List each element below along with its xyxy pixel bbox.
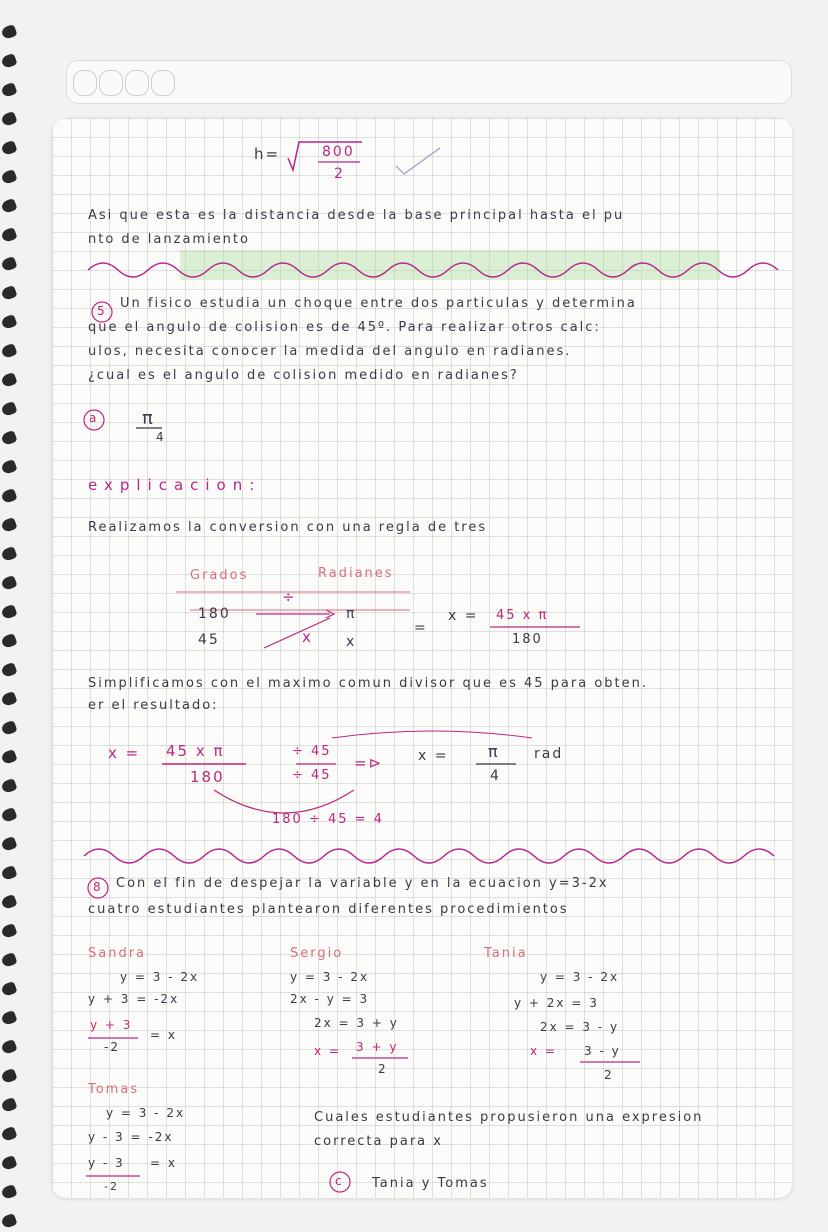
cell: 45 [198, 632, 220, 648]
step: 2 [378, 1062, 388, 1076]
step: y = 3 - 2x [106, 1106, 186, 1120]
cell: π [346, 606, 357, 622]
text-line: Realizamos la conversion con una regla de tres [88, 520, 488, 535]
step: y - 3 = -2x [88, 1130, 174, 1144]
section-title: explicacion: [88, 476, 262, 494]
text-line: nto de lanzamiento [88, 232, 250, 247]
question-text: Un fisico estudia un choque entre dos particulas y determina [120, 296, 637, 311]
answer-letter: c [335, 1174, 342, 1188]
text-line: er el resultado: [88, 698, 219, 713]
x-equals: x = [448, 608, 479, 624]
answer-numerator: π [142, 408, 155, 429]
implies-arrow: =⊳ [354, 754, 384, 772]
step: y - 3 [88, 1156, 125, 1170]
sqrt-denominator: 2 [334, 166, 345, 182]
fraction-denominator: 180 [190, 768, 225, 786]
column-header: Radianes [318, 566, 394, 581]
fraction-numerator: 45 x π [166, 742, 225, 760]
step: 3 + y [356, 1040, 399, 1054]
step: y = 3 - 2x [290, 970, 370, 984]
divisor: ÷ 45 [292, 744, 332, 759]
student-name: Sergio [290, 946, 344, 961]
question-text: Con el fin de despejar la variable y en la ecuacion y=3-2x [116, 876, 609, 891]
text-line: Simplificamos con el maximo comun divisor que es 45 para obten. [88, 676, 649, 691]
step: = x [150, 1028, 177, 1042]
question-text: correcta para x [314, 1134, 443, 1149]
cross-mark: x [302, 628, 313, 646]
result-denominator: 4 [490, 768, 501, 784]
step: x = [530, 1044, 557, 1058]
step: 2x = 3 - y [540, 1020, 620, 1034]
student-name: Tania [484, 946, 528, 961]
fraction-numerator: 45 x π [496, 608, 549, 623]
answer-denominator: 4 [156, 430, 166, 444]
x-equals: x = [108, 744, 141, 762]
answer-text: Tania y Tomas [372, 1176, 489, 1191]
step: -2 [104, 1180, 119, 1193]
student-name: Sandra [88, 946, 147, 961]
arc [332, 731, 532, 738]
answer-letter: a [89, 411, 97, 425]
step: -2 [104, 1040, 120, 1054]
question-number: 5 [97, 304, 105, 318]
step: y = 3 - 2x [120, 970, 200, 984]
step: 3 - y [584, 1044, 621, 1058]
equals: = [414, 620, 428, 636]
step: x = [314, 1044, 341, 1058]
cell: 180 [198, 606, 231, 622]
step: = x [150, 1156, 177, 1170]
cell: x [346, 634, 357, 650]
fraction-denominator: 180 [512, 632, 543, 647]
step: y + 3 = -2x [88, 992, 180, 1006]
step: 2x - y = 3 [290, 992, 370, 1006]
question-text: ¿cual es el angulo de colision medido en radianes? [88, 368, 519, 383]
checkmark-icon [396, 148, 440, 174]
step: y + 3 [90, 1018, 133, 1032]
question-text: ulos, necesita conocer la medida del angulo en radianes. [88, 344, 572, 359]
question-text: que el angulo de colision es de 45º. Para realizar otros calc: [88, 320, 601, 335]
x-equals: x = [418, 748, 449, 764]
text-line: Asi que esta es la distancia desde la base principal hasta el pu [88, 208, 625, 223]
arc [214, 790, 354, 813]
sqrt-numerator: 800 [322, 144, 355, 160]
step: y = 3 - 2x [540, 970, 620, 984]
result-numerator: π [488, 742, 500, 761]
step: 2x = 3 + y [314, 1016, 399, 1030]
divisor: ÷ 45 [292, 768, 332, 783]
step: 2 [604, 1068, 614, 1082]
question-text: Cuales estudiantes propusieron una expresion [314, 1110, 704, 1125]
question-text: cuatro estudiantes plantearon diferentes procedimientos [88, 902, 569, 917]
calculation: 180 ÷ 45 = 4 [272, 812, 384, 827]
divide-sign: ÷ [282, 588, 297, 606]
squiggle-divider [84, 849, 774, 863]
column-header: Grados [190, 568, 249, 583]
step: y + 2x = 3 [514, 996, 599, 1010]
question-number: 8 [93, 880, 101, 894]
student-name: Tomas [88, 1082, 140, 1097]
cross-line [264, 618, 330, 648]
h-label: h= [254, 145, 281, 163]
unit: rad [534, 746, 564, 762]
